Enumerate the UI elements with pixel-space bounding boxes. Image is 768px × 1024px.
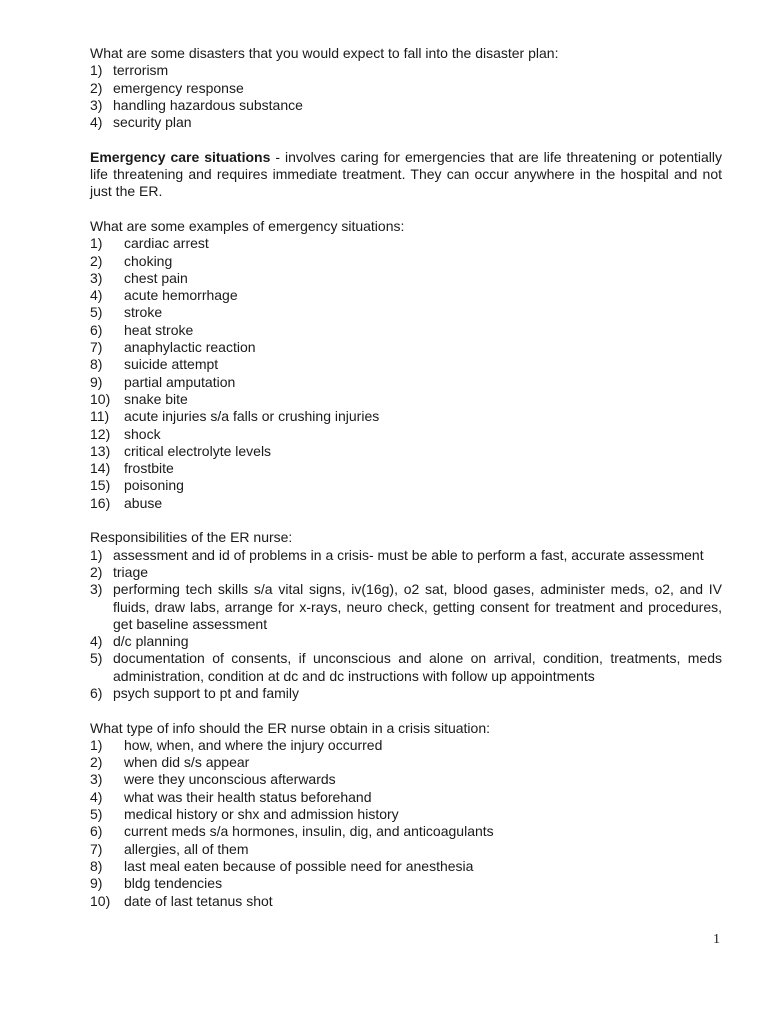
list-item: 10) snake bite — [90, 390, 188, 407]
page-number: 1 — [713, 932, 720, 947]
list-item: 2) emergency response — [90, 79, 244, 96]
list-item: 10) date of last tetanus shot — [90, 892, 273, 909]
examples-list — [90, 235, 722, 512]
disasters-heading: What are some disasters that you would expect to fall into the disaster plan: — [90, 45, 559, 61]
list-item: 3) performing tech skills s/a vital signs, iv(16g), o2 sat, blood gases, administer meds, o2, and IV fluids, draw labs, arrange for x-rays, neuro check, getting consent for treatment and procedures, get baseline assessment — [90, 581, 722, 632]
list-item: 16) abuse — [90, 494, 163, 511]
list-item: 1) how, when, and where the injury occurred — [90, 736, 383, 753]
document-page — [90, 45, 722, 910]
list-item: 1) assessment and id of problems in a crisis- must be able to perform a fast, accurate assessment — [90, 546, 704, 563]
list-item: 4) d/c planning — [90, 633, 189, 650]
list-item: 3) were they unconscious afterwards — [90, 771, 336, 788]
list-item: 8) last meal eaten because of possible need for anesthesia — [90, 857, 474, 874]
list-item: 6) heat stroke — [90, 321, 194, 338]
list-item: 4) security plan — [90, 114, 192, 131]
list-item: 13) critical electrolyte levels — [90, 442, 272, 459]
info-heading: What type of info should the ER nurse obtain in a crisis situation: — [90, 719, 490, 736]
list-item: 9) bldg tendencies — [90, 875, 223, 892]
list-item: 12) shock — [90, 425, 161, 442]
list-item: 9) partial amputation — [90, 373, 236, 390]
responsibilities-heading: Responsibilities of the ER nurse: — [90, 529, 293, 546]
list-item: 1) terrorism — [90, 62, 169, 79]
list-item: 3) chest pain — [90, 269, 188, 286]
info-list — [90, 737, 722, 910]
emergency-care-term: Emergency care situations — [90, 148, 271, 165]
list-item: 6) current meds s/a hormones, insulin, dig, and anticoagulants — [90, 823, 494, 840]
list-item: 5) documentation of consents, if unconscious and alone on arrival, condition, treatments, meds administration, condition at dc and dc instructions with follow up appointments — [90, 650, 722, 684]
list-item: 7) anaphylactic reaction — [90, 339, 256, 356]
list-item: 7) allergies, all of them — [90, 840, 249, 857]
list-item: 2) triage — [90, 563, 149, 580]
list-item: 2) when did s/s appear — [90, 754, 250, 771]
disasters-list — [90, 62, 722, 131]
list-item: 15) poisoning — [90, 477, 184, 494]
list-item: 8) suicide attempt — [90, 356, 219, 373]
list-item: 2) choking — [90, 252, 173, 269]
emergency-care-definition — [90, 149, 722, 201]
emergency-care-text: - involves caring for emergencies that are life threatening or potentially life threatening and requires immediate treatment. They can occur anywhere in the hospital and not just the ER. — [90, 148, 722, 200]
examples-heading: What are some examples of emergency situations: — [90, 217, 405, 234]
list-item: 5) stroke — [90, 304, 163, 321]
list-item: 4) what was their health status beforehand — [90, 788, 372, 805]
list-item: 6) psych support to pt and family — [90, 684, 299, 701]
list-item: 1) cardiac arrest — [90, 235, 209, 252]
list-item: 5) medical history or shx and admission history — [90, 806, 399, 823]
list-item: 14) frostbite — [90, 460, 174, 477]
list-item: 3) handling hazardous substance — [90, 96, 303, 113]
list-item: 11) acute injuries s/a falls or crushing injuries — [90, 408, 380, 425]
list-item: 4) acute hemorrhage — [90, 287, 238, 304]
responsibilities-list — [90, 547, 722, 703]
